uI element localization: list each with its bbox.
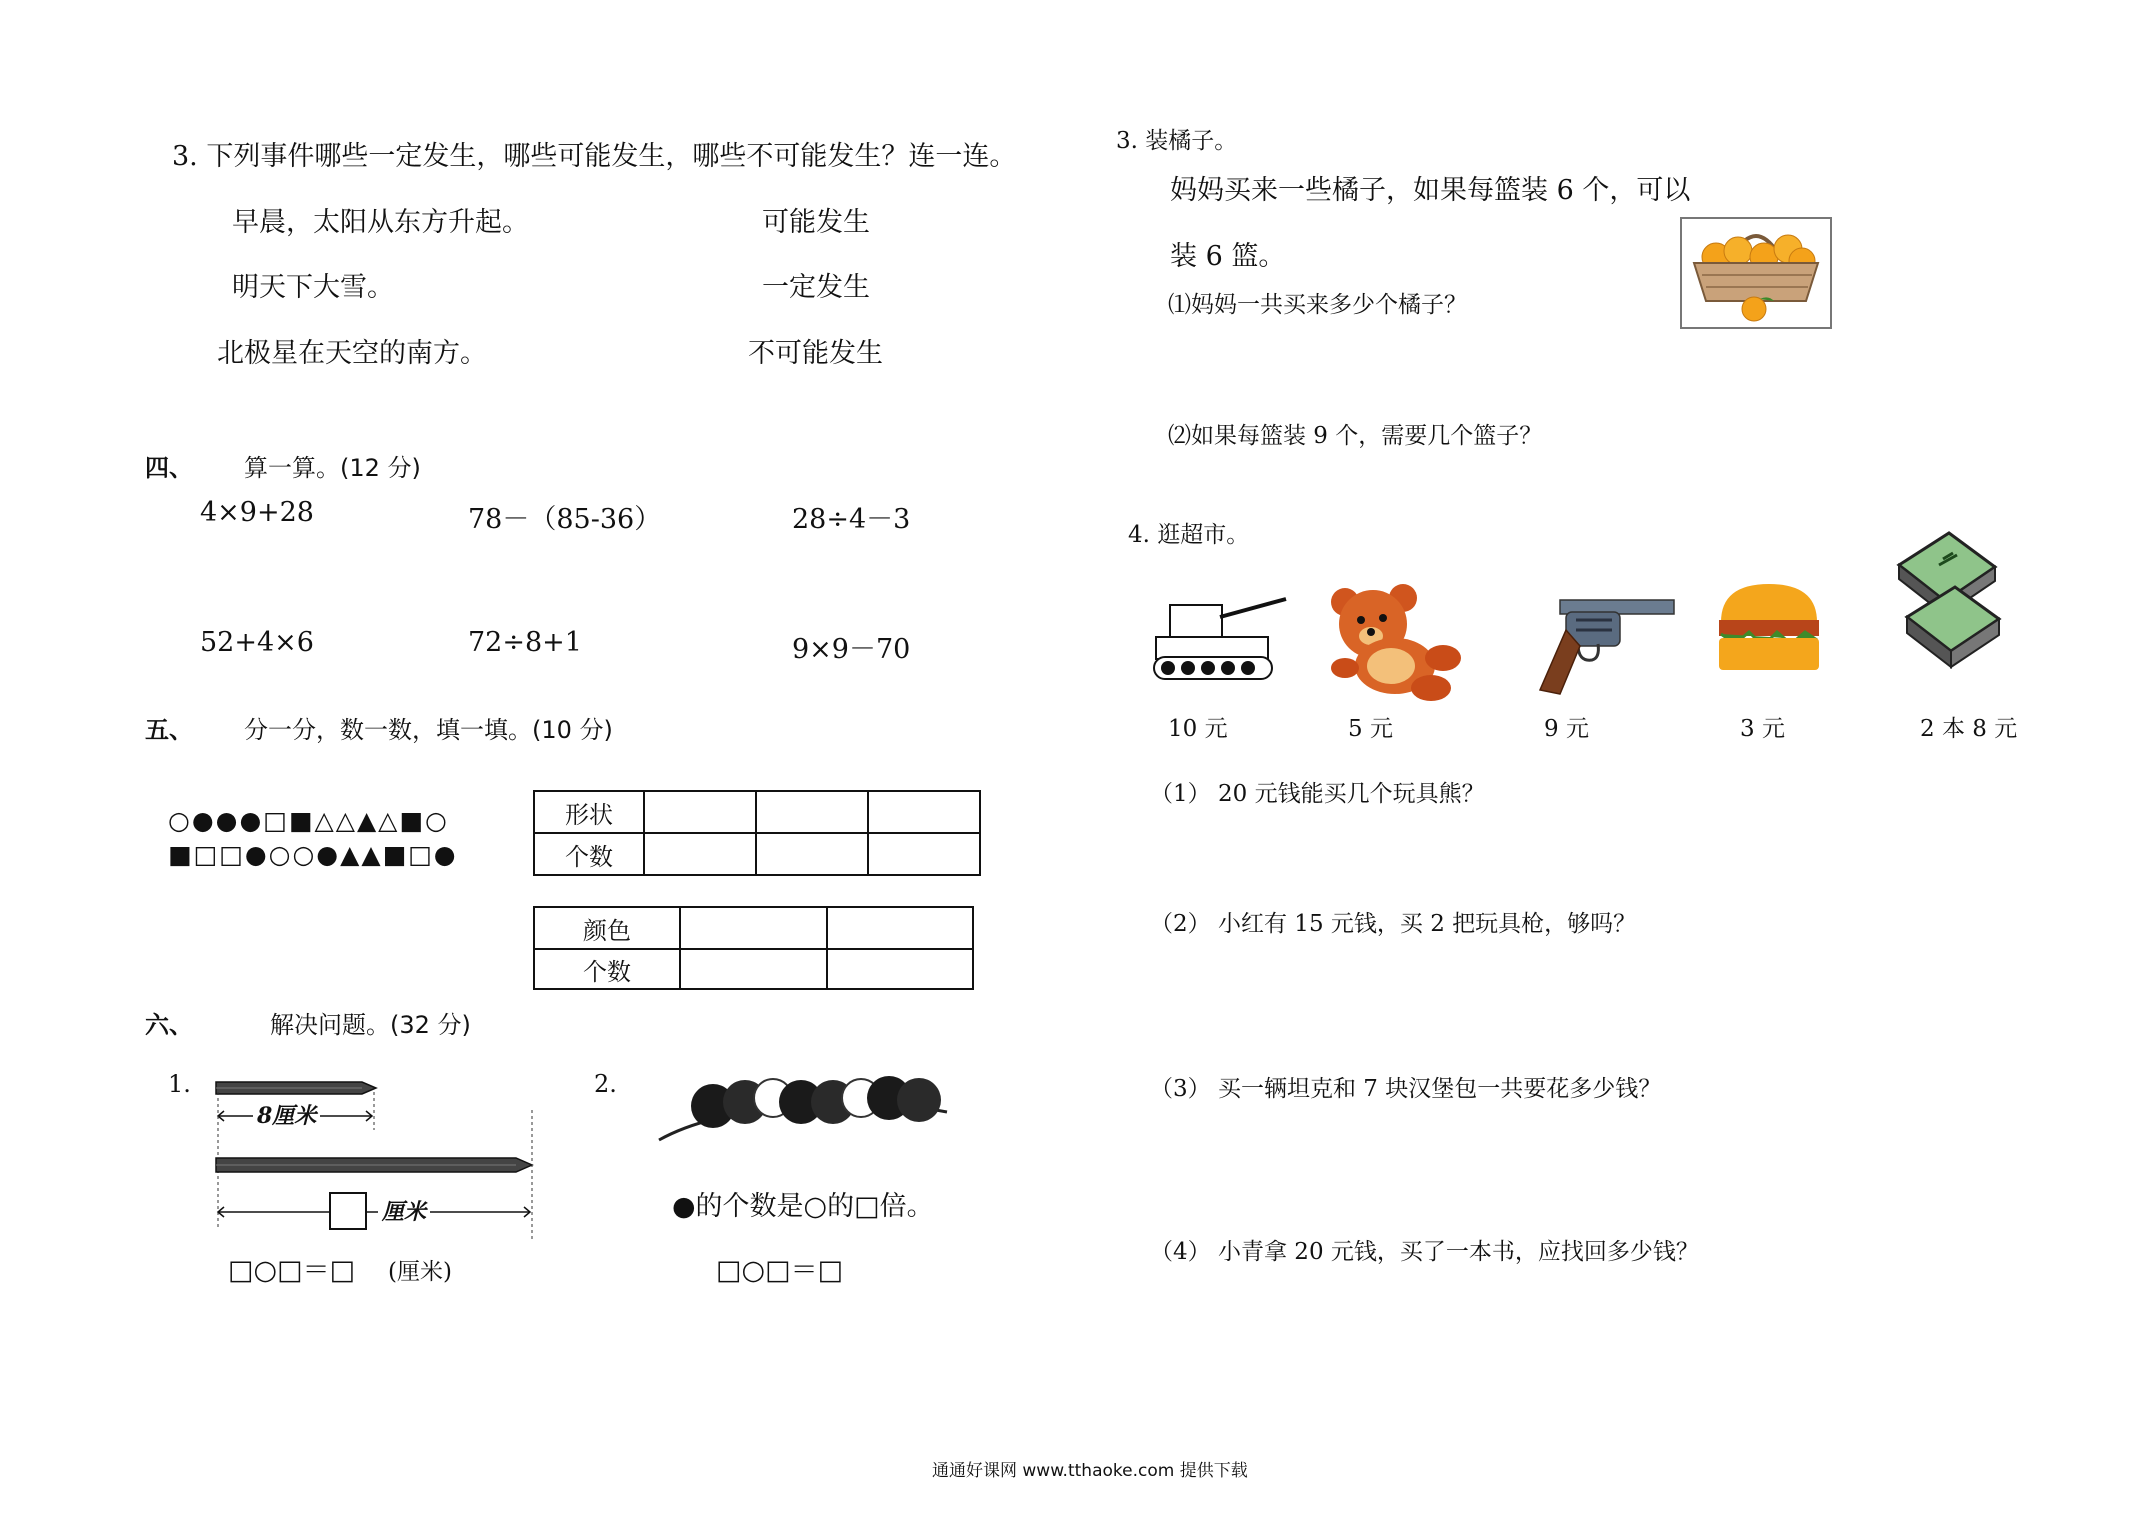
q4-1-text: 20 元钱能买几个玩具熊？ [1218, 781, 1485, 807]
shape-count-table [533, 790, 981, 876]
burger-image [1715, 578, 1825, 678]
table-cell[interactable] [868, 791, 980, 833]
r-q3-sub2: ⑵如果每篮装 9 个，需要几个篮子？ [1168, 423, 1543, 449]
p1-number: 1. [168, 1070, 191, 1098]
table-label-shape: 形状 [534, 791, 644, 833]
length-label: 8厘米 [253, 1099, 320, 1130]
s5-title: 分一分，数一数，填一填。(10 分) [244, 716, 613, 744]
table-cell[interactable] [827, 907, 974, 949]
table-cell[interactable] [868, 833, 980, 875]
q4-2-number: （2） [1150, 911, 1211, 937]
table-label-count: 个数 [534, 833, 644, 875]
table-cell[interactable] [644, 833, 756, 875]
q4-2-text: 小红有 15 元钱，买 2 把玩具枪，够吗？ [1218, 911, 1637, 937]
table-cell[interactable] [827, 949, 974, 989]
s5-number: 五、 [145, 716, 193, 744]
r-q3-title: 3. 装橘子。 [1116, 128, 1238, 154]
expr-3: 28÷4－3 [792, 504, 911, 535]
expr-5: 72÷8+1 [468, 627, 582, 658]
event-2: 明天下大雪。 [232, 272, 394, 303]
s4-number: 四、 [145, 454, 193, 482]
price-bear: 5 元 [1348, 716, 1393, 742]
price-gun: 9 元 [1544, 716, 1589, 742]
q4-4-text: 小青拿 20 元钱，买了一本书，应找回多少钱？ [1218, 1239, 1699, 1265]
shapes-row-2: ■□□●○○●▲▲■□● [168, 840, 458, 869]
p2-number: 2. [594, 1070, 617, 1098]
expr-4: 52+4×6 [200, 627, 314, 658]
answer-box [330, 1193, 366, 1229]
expr-6: 9×9－70 [792, 634, 911, 665]
table-cell[interactable] [680, 907, 827, 949]
r-q4-title: 4. 逛超市。 [1128, 522, 1250, 548]
footer-credit: 通通好课网 www.tthaoke.com 提供下载 [932, 1461, 1248, 1481]
books-image [1885, 525, 2005, 695]
beads-figure [655, 1064, 955, 1152]
table-label-count: 个数 [534, 949, 680, 989]
event-3: 北极星在天空的南方。 [217, 338, 487, 369]
color-count-table [533, 906, 974, 990]
p2-equation: □○□＝□ [716, 1255, 844, 1286]
expr-2: 78－（85-36） [468, 504, 662, 535]
q4-3-text: 买一辆坦克和 7 块汉堡包一共要花多少钱？ [1218, 1076, 1662, 1102]
table-cell[interactable] [756, 833, 868, 875]
p1-unit: (厘米) [388, 1259, 452, 1285]
p2-text: ●的个数是○的□倍。 [672, 1191, 934, 1222]
table-cell[interactable] [680, 949, 827, 989]
price-burger: 3 元 [1740, 716, 1785, 742]
option-certain: 一定发生 [762, 272, 870, 303]
teddy-bear-image [1325, 580, 1465, 705]
table-label-color: 颜色 [534, 907, 680, 949]
expr-1: 4×9+28 [200, 497, 314, 528]
p1-equation: □○□＝□ [228, 1255, 356, 1286]
unit-label: 厘米 [378, 1195, 430, 1226]
toy-gun-image [1520, 590, 1680, 700]
r-q3-line2: 装 6 篮。 [1170, 241, 1286, 272]
price-tank: 10 元 [1168, 716, 1228, 742]
q4-1-number: （1） [1150, 781, 1211, 807]
shapes-row-1: ○●●●□■△△▲△■○ [168, 806, 449, 835]
option-possible: 可能发生 [762, 207, 870, 238]
q4-4-number: （4） [1150, 1239, 1211, 1265]
event-1: 早晨，太阳从东方升起。 [232, 207, 529, 238]
price-books: 2 本 8 元 [1920, 716, 2018, 742]
r-q3-line1: 妈妈买来一些橘子，如果每篮装 6 个，可以 [1170, 175, 1691, 206]
q4-3-number: （3） [1150, 1076, 1211, 1102]
q3-title: 3. 下列事件哪些一定发生，哪些可能发生，哪些不可能发生？连一连。 [172, 141, 1017, 172]
s6-title: 解决问题。(32 分) [270, 1011, 471, 1039]
s4-title: 算一算。(12 分) [244, 454, 421, 482]
table-cell[interactable] [644, 791, 756, 833]
option-impossible: 不可能发生 [748, 338, 883, 369]
tank-image [1150, 585, 1290, 695]
r-q3-sub1: ⑴妈妈一共买来多少个橘子？ [1168, 292, 1467, 318]
table-cell[interactable] [756, 791, 868, 833]
pencils-figure [210, 1070, 540, 1240]
s6-number: 六、 [145, 1011, 193, 1039]
orange-basket-image [1680, 217, 1832, 329]
